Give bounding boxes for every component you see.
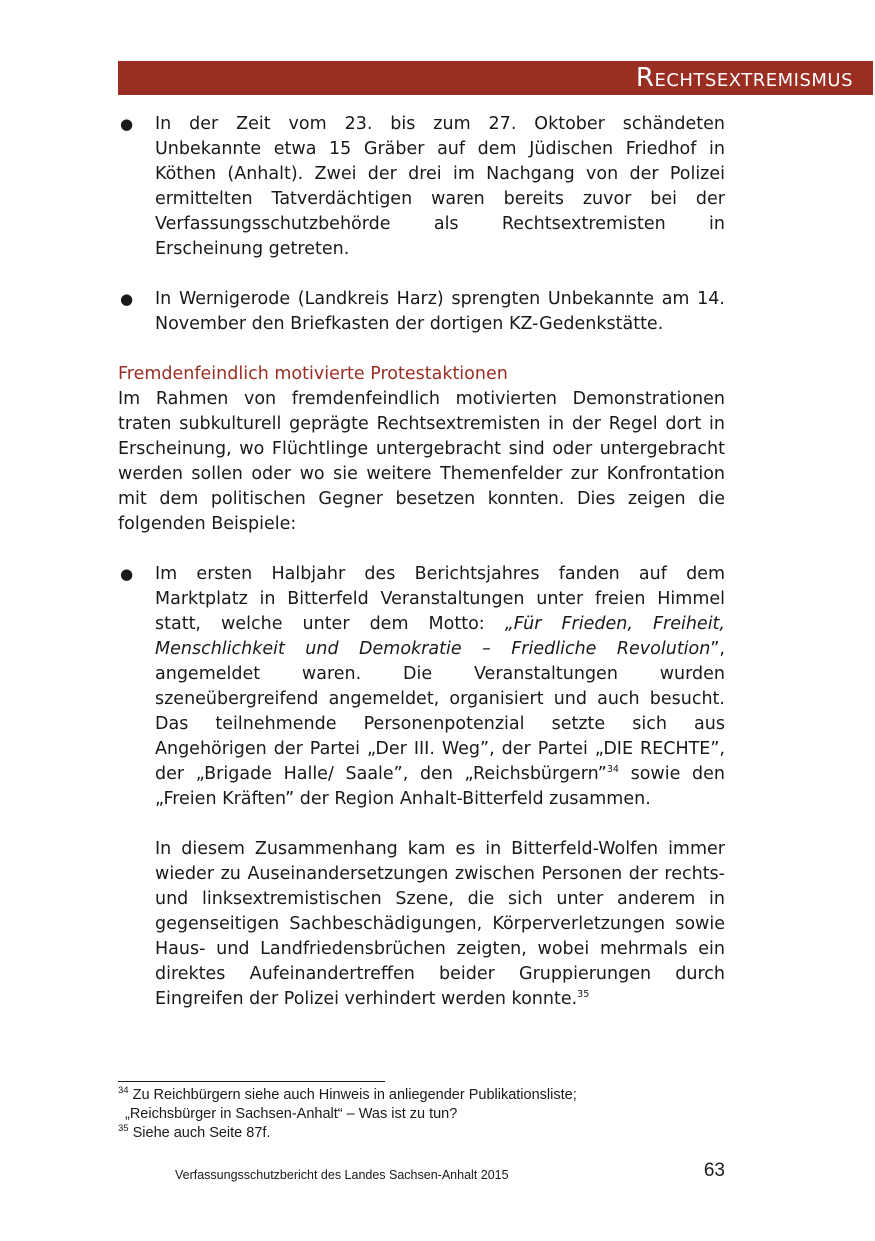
bullet-text-part1: Im ersten Halbjahr des Berichtsjahres fanden auf dem Marktplatz in Bitterfeld Veranstaltungen unter freien Himmel statt, welche unter dem Motto: xyxy=(155,564,725,634)
footnote-ref-35[interactable]: 35 xyxy=(577,989,590,1001)
footnote-divider xyxy=(118,1081,385,1082)
footnote-34: $^{34}$ Zu Reichbürgern siehe auch Hinweis in anliegender Publikationsliste; xyxy=(118,1085,577,1103)
bullet-icon: ● xyxy=(120,565,134,583)
bullet-icon: ● xyxy=(120,290,134,308)
section-heading: Fremdenfeindlich motivierte Protestaktionen xyxy=(118,364,508,384)
chapter-title: Rechtsextremismus xyxy=(635,63,853,93)
footnote-34-continuation: „Reichsbürger in Sachsen-Anhalt“ – Was ist zu tun? xyxy=(125,1106,458,1122)
chapter-header-bar xyxy=(118,61,873,95)
bullet-text: In Wernigerode (Landkreis Harz) sprengten Unbekannte am 14. November den Briefkasten der dortigen KZ-Gedenkstätte. xyxy=(155,289,725,334)
bullet-item xyxy=(118,562,725,1012)
bullet-text: In der Zeit vom 23. bis zum 27. Oktober schändeten Unbekannte etwa 15 Gräber auf dem Jüdischen Friedhof in Köthen (Anhalt). Zwei der drei im Nachgang von der Polizei ermittelten Tatverdächtigen waren bereits zuvor bei der Verfassungsschutzbehörde als Rechtsextremisten in Erscheinung getreten. xyxy=(155,114,725,259)
footnotes xyxy=(118,1086,738,1143)
bullet-text-part3: sowie den „Freien Kräften” der Region Anhalt-Bitterfeld zusammen. xyxy=(155,764,725,809)
footnote-ref-34[interactable]: 34 xyxy=(606,764,619,776)
bullet-text-part2: ”, angemeldet waren. Die Veranstaltungen wurden szeneübergreifend angemeldet, organisiert und auch besucht. Das teilnehmende Personenpotenzial setzte sich aus Angehörigen der Partei „Der III. Weg”, der Partei „DIE RECHTE”, der „Brigade Halle/ Saale”, den „Reichsbürgern” xyxy=(155,639,725,784)
footnote-35: $^{35}$ Siehe auch Seite 87f. xyxy=(118,1123,271,1141)
motto-text: „Für Frieden, Freiheit, Menschlichkeit und Demokratie – Friedliche Revolution xyxy=(155,614,725,659)
bullet-item xyxy=(118,287,725,337)
section-intro: Im Rahmen von fremdenfeindlich motivierten Demonstrationen traten subkulturell geprägte Rechtsextremisten in der Regel dort in Erscheinung, wo Flüchtlinge untergebracht sind oder untergebracht werden sollen oder wo sie weitere Themenfelder zur Konfrontation mit dem politischen Gegner besetzen konnten. Dies zeigen die folgenden Beispiele: xyxy=(118,389,725,534)
bullet-item xyxy=(118,112,725,262)
page-content xyxy=(118,112,725,1012)
bullet-paragraph-2: In diesem Zusammenhang kam es in Bitterfeld-Wolfen immer wieder zu Auseinandersetzungen zwischen Personen der rechts- und linksextremistischen Szene, die sich unter anderem in gegenseitigen Sachbeschädigungen, Körperverletzungen sowie Haus- und Landfriedensbrüchen zeigten, wobei mehrmals ein direktes Aufeinandertreffen beider Gruppierungen durch Eingreifen der Polizei verhindert werden konnte.$^{35}$ xyxy=(155,839,725,1009)
footer-publication-title: Verfassungsschutzbericht des Landes Sachsen-Anhalt 2015 xyxy=(175,1168,509,1182)
bullet-icon: ● xyxy=(120,115,134,133)
page-number: 63 xyxy=(703,1160,725,1181)
